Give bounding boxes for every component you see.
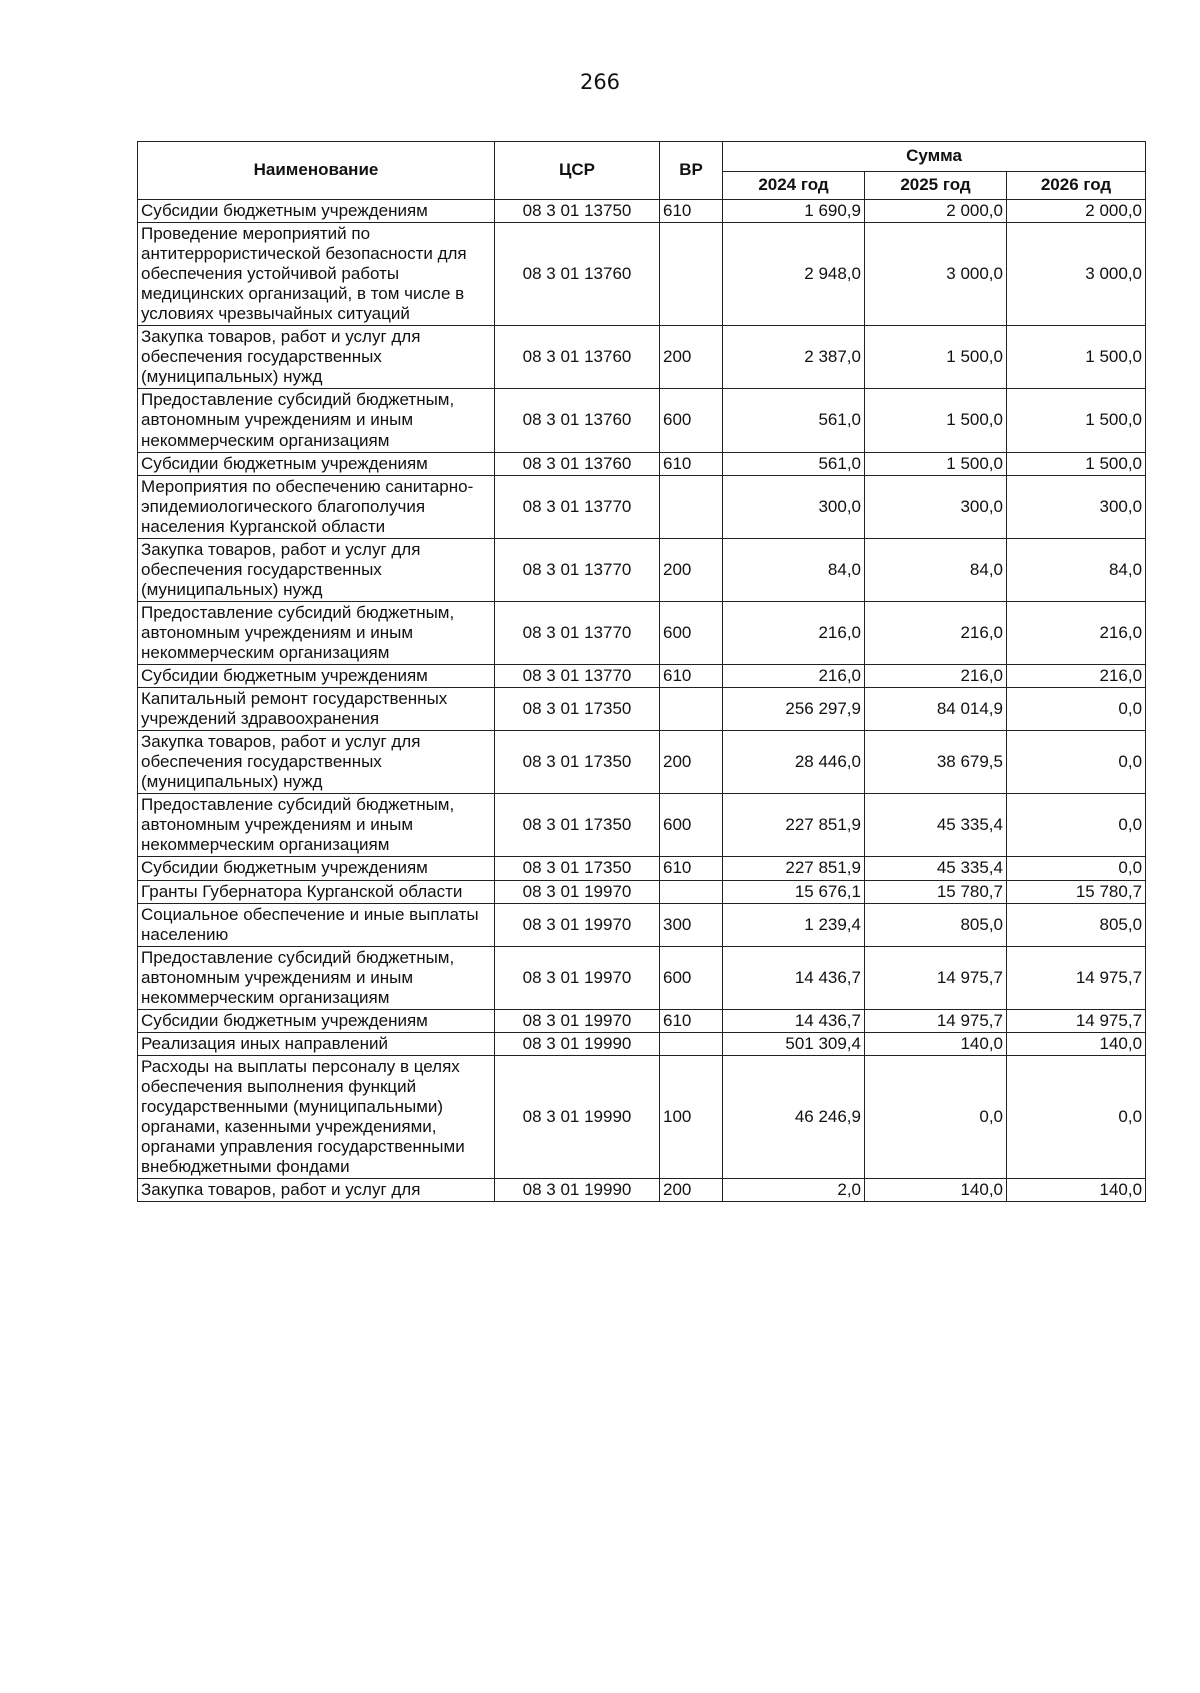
cell-2025: 805,0 xyxy=(865,903,1007,946)
cell-2025: 140,0 xyxy=(865,1179,1007,1202)
cell-2024: 1 690,9 xyxy=(723,200,865,223)
cell-name: Субсидии бюджетным учреждениям xyxy=(138,200,495,223)
cell-name: Субсидии бюджетным учреждениям xyxy=(138,857,495,880)
table-row xyxy=(138,223,1146,326)
cell-name: Реализация иных направлений xyxy=(138,1032,495,1055)
cell-2025: 45 335,4 xyxy=(865,794,1007,857)
cell-2025: 14 975,7 xyxy=(865,946,1007,1009)
cell-csr: 08 3 01 13750 xyxy=(495,200,660,223)
cell-name: Расходы на выплаты персоналу в целях обеспечения выполнения функций государственными (муниципальными) органами, казенными учреждениями, органами управления государственными внебюджетными фондами xyxy=(138,1055,495,1178)
cell-2026: 216,0 xyxy=(1007,665,1146,688)
table-row xyxy=(138,389,1146,452)
cell-2026: 1 500,0 xyxy=(1007,326,1146,389)
cell-2025: 0,0 xyxy=(865,1055,1007,1178)
cell-name: Гранты Губернатора Курганской области xyxy=(138,880,495,903)
cell-vr xyxy=(660,1032,723,1055)
cell-vr: 610 xyxy=(660,1009,723,1032)
cell-2026: 140,0 xyxy=(1007,1032,1146,1055)
cell-vr: 600 xyxy=(660,794,723,857)
cell-2024: 2 387,0 xyxy=(723,326,865,389)
cell-csr: 08 3 01 19990 xyxy=(495,1179,660,1202)
cell-2026: 0,0 xyxy=(1007,857,1146,880)
cell-2026: 15 780,7 xyxy=(1007,880,1146,903)
cell-2024: 227 851,9 xyxy=(723,857,865,880)
table-row xyxy=(138,200,1146,223)
cell-2024: 227 851,9 xyxy=(723,794,865,857)
cell-csr: 08 3 01 17350 xyxy=(495,731,660,794)
header-name: Наименование xyxy=(138,142,495,200)
cell-name: Капитальный ремонт государственных учреждений здравоохранения xyxy=(138,688,495,731)
cell-vr xyxy=(660,223,723,326)
cell-csr: 08 3 01 13760 xyxy=(495,389,660,452)
cell-name: Субсидии бюджетным учреждениям xyxy=(138,1009,495,1032)
cell-2025: 38 679,5 xyxy=(865,731,1007,794)
cell-vr xyxy=(660,475,723,538)
cell-2025: 1 500,0 xyxy=(865,326,1007,389)
cell-2026: 2 000,0 xyxy=(1007,200,1146,223)
table-row xyxy=(138,946,1146,1009)
table-row xyxy=(138,538,1146,601)
cell-csr: 08 3 01 19990 xyxy=(495,1055,660,1178)
cell-csr: 08 3 01 17350 xyxy=(495,857,660,880)
cell-name: Предоставление субсидий бюджетным, автономным учреждениям и иным некоммерческим организациям xyxy=(138,601,495,664)
cell-vr: 610 xyxy=(660,665,723,688)
cell-csr: 08 3 01 13770 xyxy=(495,475,660,538)
table-row xyxy=(138,794,1146,857)
cell-2025: 216,0 xyxy=(865,601,1007,664)
cell-csr: 08 3 01 13770 xyxy=(495,601,660,664)
table-row xyxy=(138,452,1146,475)
header-vr: ВР xyxy=(660,142,723,200)
cell-2024: 15 676,1 xyxy=(723,880,865,903)
cell-vr: 610 xyxy=(660,857,723,880)
cell-2026: 0,0 xyxy=(1007,1055,1146,1178)
cell-2026: 14 975,7 xyxy=(1007,1009,1146,1032)
cell-csr: 08 3 01 19970 xyxy=(495,880,660,903)
cell-2025: 15 780,7 xyxy=(865,880,1007,903)
table-row xyxy=(138,1055,1146,1178)
cell-2025: 2 000,0 xyxy=(865,200,1007,223)
cell-vr: 200 xyxy=(660,326,723,389)
header-year-2025: 2025 год xyxy=(865,172,1007,200)
cell-name: Закупка товаров, работ и услуг для обеспечения государственных (муниципальных) нужд xyxy=(138,538,495,601)
header-csr: ЦСР xyxy=(495,142,660,200)
table-row xyxy=(138,880,1146,903)
cell-2024: 46 246,9 xyxy=(723,1055,865,1178)
cell-2025: 300,0 xyxy=(865,475,1007,538)
cell-2024: 561,0 xyxy=(723,389,865,452)
cell-2024: 14 436,7 xyxy=(723,1009,865,1032)
cell-2025: 3 000,0 xyxy=(865,223,1007,326)
cell-2024: 300,0 xyxy=(723,475,865,538)
cell-csr: 08 3 01 19970 xyxy=(495,1009,660,1032)
cell-2024: 14 436,7 xyxy=(723,946,865,1009)
cell-name: Предоставление субсидий бюджетным, автономным учреждениям и иным некоммерческим организациям xyxy=(138,946,495,1009)
page-number: 266 xyxy=(579,70,621,94)
cell-csr: 08 3 01 19970 xyxy=(495,903,660,946)
table-row xyxy=(138,903,1146,946)
cell-2026: 0,0 xyxy=(1007,688,1146,731)
table-header xyxy=(138,142,1146,200)
cell-2026: 84,0 xyxy=(1007,538,1146,601)
cell-csr: 08 3 01 17350 xyxy=(495,688,660,731)
cell-2024: 28 446,0 xyxy=(723,731,865,794)
table-row xyxy=(138,1179,1146,1202)
cell-2025: 1 500,0 xyxy=(865,389,1007,452)
cell-2026: 3 000,0 xyxy=(1007,223,1146,326)
cell-vr: 600 xyxy=(660,946,723,1009)
cell-2024: 1 239,4 xyxy=(723,903,865,946)
cell-vr: 200 xyxy=(660,731,723,794)
cell-vr: 200 xyxy=(660,1179,723,1202)
cell-vr xyxy=(660,688,723,731)
table-row xyxy=(138,688,1146,731)
cell-2024: 561,0 xyxy=(723,452,865,475)
cell-2025: 14 975,7 xyxy=(865,1009,1007,1032)
cell-vr xyxy=(660,880,723,903)
cell-2026: 805,0 xyxy=(1007,903,1146,946)
cell-2026: 300,0 xyxy=(1007,475,1146,538)
cell-2025: 84,0 xyxy=(865,538,1007,601)
cell-csr: 08 3 01 17350 xyxy=(495,794,660,857)
cell-2024: 216,0 xyxy=(723,601,865,664)
cell-vr: 610 xyxy=(660,200,723,223)
cell-2024: 216,0 xyxy=(723,665,865,688)
table-row xyxy=(138,326,1146,389)
cell-name: Закупка товаров, работ и услуг для xyxy=(138,1179,495,1202)
table-body xyxy=(138,200,1146,1202)
table-row xyxy=(138,857,1146,880)
cell-name: Закупка товаров, работ и услуг для обеспечения государственных (муниципальных) нужд xyxy=(138,731,495,794)
cell-vr: 600 xyxy=(660,601,723,664)
header-year-2026: 2026 год xyxy=(1007,172,1146,200)
cell-2025: 84 014,9 xyxy=(865,688,1007,731)
cell-vr: 610 xyxy=(660,452,723,475)
cell-vr: 200 xyxy=(660,538,723,601)
table-row xyxy=(138,601,1146,664)
cell-2026: 1 500,0 xyxy=(1007,452,1146,475)
cell-2026: 216,0 xyxy=(1007,601,1146,664)
cell-csr: 08 3 01 13760 xyxy=(495,223,660,326)
cell-vr: 300 xyxy=(660,903,723,946)
table-row xyxy=(138,665,1146,688)
cell-2025: 216,0 xyxy=(865,665,1007,688)
cell-2024: 256 297,9 xyxy=(723,688,865,731)
table-row xyxy=(138,1032,1146,1055)
cell-2025: 1 500,0 xyxy=(865,452,1007,475)
cell-2026: 1 500,0 xyxy=(1007,389,1146,452)
cell-name: Мероприятия по обеспечению санитарно-эпидемиологического благополучия населения Курганской области xyxy=(138,475,495,538)
cell-2024: 501 309,4 xyxy=(723,1032,865,1055)
cell-csr: 08 3 01 13770 xyxy=(495,538,660,601)
cell-2025: 45 335,4 xyxy=(865,857,1007,880)
cell-name: Субсидии бюджетным учреждениям xyxy=(138,665,495,688)
cell-name: Закупка товаров, работ и услуг для обеспечения государственных (муниципальных) нужд xyxy=(138,326,495,389)
table-row xyxy=(138,1009,1146,1032)
header-sum: Сумма xyxy=(723,142,1146,172)
cell-name: Предоставление субсидий бюджетным, автономным учреждениям и иным некоммерческим организациям xyxy=(138,389,495,452)
table-row xyxy=(138,475,1146,538)
table-row xyxy=(138,731,1146,794)
cell-2026: 0,0 xyxy=(1007,731,1146,794)
cell-csr: 08 3 01 19990 xyxy=(495,1032,660,1055)
cell-2026: 0,0 xyxy=(1007,794,1146,857)
header-year-2024: 2024 год xyxy=(723,172,865,200)
cell-name: Проведение мероприятий по антитеррористической безопасности для обеспечения устойчивой работы медицинских организаций, в том числе в условиях чрезвычайных ситуаций xyxy=(138,223,495,326)
cell-name: Субсидии бюджетным учреждениям xyxy=(138,452,495,475)
cell-2026: 140,0 xyxy=(1007,1179,1146,1202)
budget-table xyxy=(137,141,1146,1202)
cell-vr: 600 xyxy=(660,389,723,452)
cell-csr: 08 3 01 19970 xyxy=(495,946,660,1009)
cell-2026: 14 975,7 xyxy=(1007,946,1146,1009)
cell-csr: 08 3 01 13760 xyxy=(495,326,660,389)
cell-name: Предоставление субсидий бюджетным, автономным учреждениям и иным некоммерческим организациям xyxy=(138,794,495,857)
cell-2024: 2 948,0 xyxy=(723,223,865,326)
cell-2024: 2,0 xyxy=(723,1179,865,1202)
cell-vr: 100 xyxy=(660,1055,723,1178)
cell-csr: 08 3 01 13760 xyxy=(495,452,660,475)
cell-2024: 84,0 xyxy=(723,538,865,601)
cell-2025: 140,0 xyxy=(865,1032,1007,1055)
cell-name: Социальное обеспечение и иные выплаты населению xyxy=(138,903,495,946)
cell-csr: 08 3 01 13770 xyxy=(495,665,660,688)
